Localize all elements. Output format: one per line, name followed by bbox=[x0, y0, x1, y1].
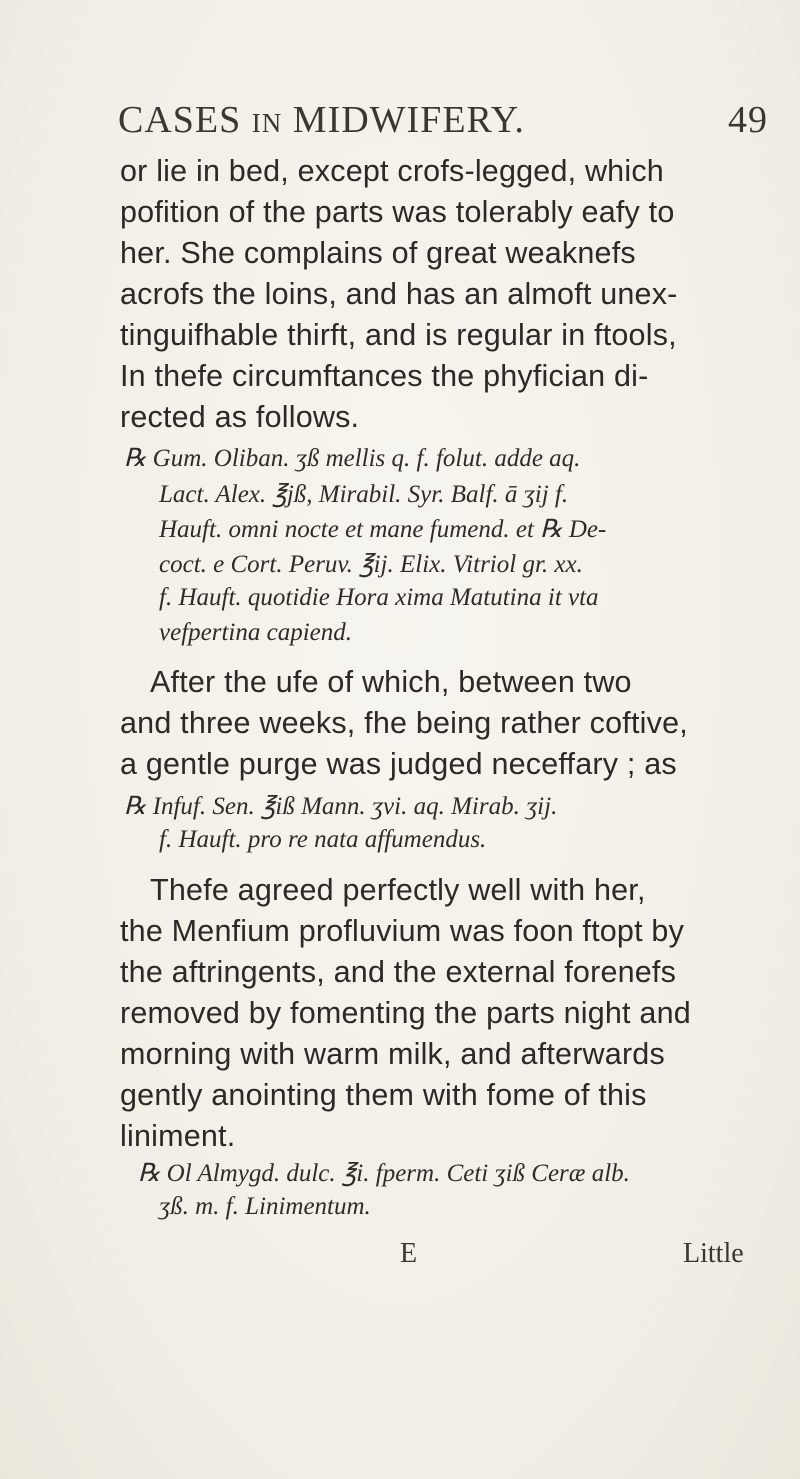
prescription-line: ℞ Infuf. Sen. ℥iß Mann. ʒvi. aq. Mirab. ʒij. bbox=[124, 793, 558, 820]
text-line: the Menfium profluvium was foon ftopt by bbox=[120, 914, 685, 948]
prescription-line: coct. e Cort. Peruv. ℥ij. Elix. Vitriol gr. xx. bbox=[159, 551, 583, 578]
text-line: removed by fomenting the parts night and bbox=[120, 996, 691, 1030]
signature-mark: E bbox=[400, 1238, 418, 1269]
text-line: pofition of the parts was tolerably eafy to bbox=[120, 195, 675, 229]
catchword: Little bbox=[683, 1238, 744, 1269]
text-line: In thefe circumftances the phyfician di- bbox=[120, 359, 649, 393]
running-title-cases: CASES bbox=[118, 99, 242, 141]
text-line: acrofs the loins, and has an almoft unex- bbox=[120, 277, 678, 311]
text-line: rected as follows. bbox=[120, 400, 360, 434]
text-line: or lie in bed, except crofs-legged, which bbox=[120, 154, 664, 188]
running-header bbox=[118, 98, 768, 150]
text-line: her. She complains of great weaknefs bbox=[120, 236, 636, 270]
text-line: a gentle purge was judged neceffary ; as bbox=[120, 747, 677, 781]
prescription-line: Hauft. omni nocte et mane fumend. et ℞ De- bbox=[159, 516, 607, 543]
text-line: and three weeks, fhe being rather coftive, bbox=[120, 706, 688, 740]
prescription-line: f. Hauft. quotidie Hora xima Matutina it vta bbox=[159, 584, 599, 611]
text-line: After the ufe of which, between two bbox=[150, 665, 632, 699]
page-number: 49 bbox=[728, 99, 768, 141]
prescription-line: ʒß. m. f. Linimentum. bbox=[159, 1193, 371, 1220]
text-line: gently anointing them with fome of this bbox=[120, 1078, 647, 1112]
running-title bbox=[118, 98, 525, 142]
prescription-line: f. Hauft. pro re nata affumendus. bbox=[159, 826, 487, 853]
prescription-line: ℞ Gum. Oliban. ʒß mellis q. f. folut. adde aq. bbox=[124, 445, 581, 472]
text-line: the aftringents, and the external forenefs bbox=[120, 955, 677, 989]
prescription-line: ℞ Ol Almygd. dulc. ℥i. fperm. Ceti ʒiß Ceræ alb. bbox=[138, 1160, 630, 1187]
prescription-line: vefpertina capiend. bbox=[159, 619, 352, 646]
text-line: morning with warm milk, and afterwards bbox=[120, 1037, 665, 1071]
text-line: Thefe agreed perfectly well with her, bbox=[150, 873, 646, 907]
running-title-in: IN bbox=[251, 108, 283, 138]
prescription-line: Lact. Alex. ℥jß, Mirabil. Syr. Balf. ā ʒij f. bbox=[159, 481, 569, 508]
text-line: liniment. bbox=[120, 1119, 236, 1153]
text-line: tinguifhable thirft, and is regular in ftools, bbox=[120, 318, 677, 352]
running-title-midwifery: MIDWIFERY. bbox=[292, 99, 525, 141]
